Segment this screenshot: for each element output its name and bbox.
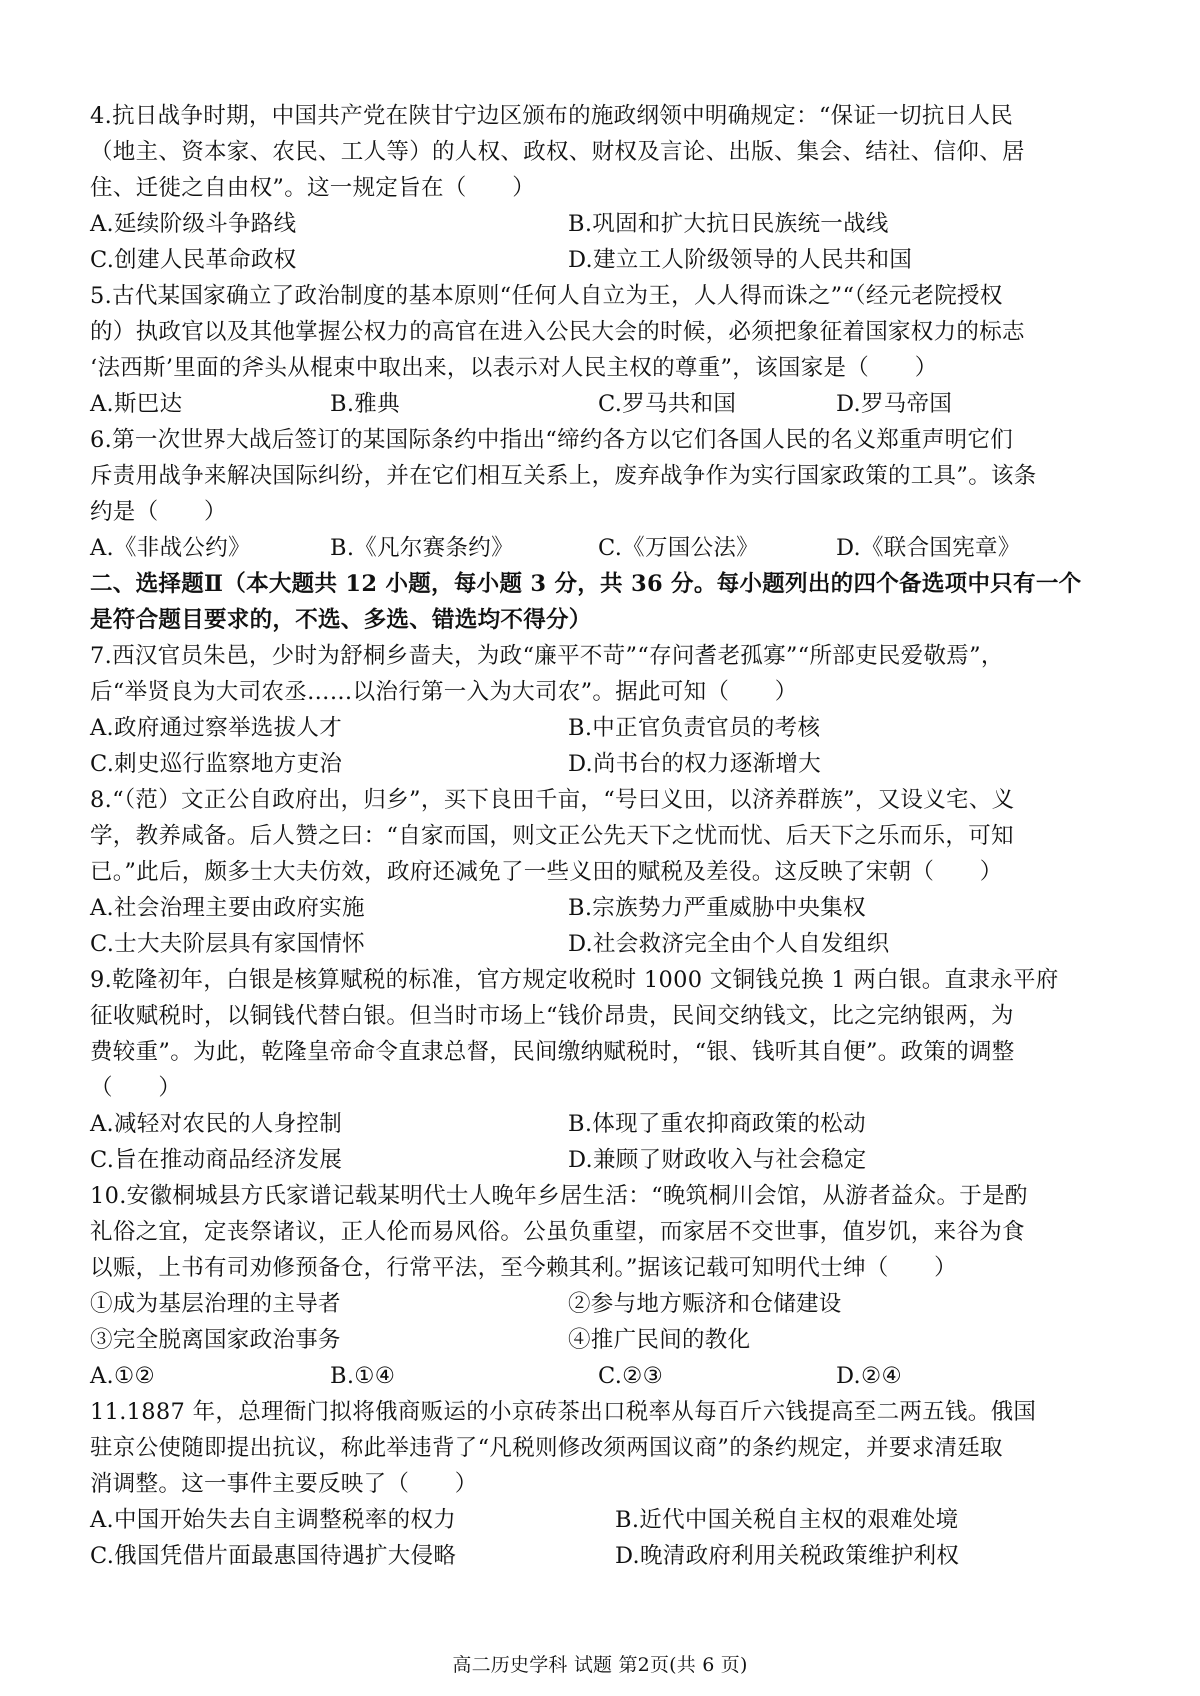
options-row [90, 1502, 1120, 1538]
question-line: 6.第一次世界大战后签订的某国际条约中指出“缔约各方以它们各国人民的名义郑重声明它们 [90, 427, 1014, 453]
statement-2: ②参与地方赈济和仓储建设 [568, 1291, 842, 1317]
option-a: A.①② [90, 1363, 155, 1389]
question-7 [90, 638, 1120, 782]
options-row [90, 890, 1120, 926]
options-row [90, 746, 1120, 782]
question-5 [90, 278, 1120, 422]
question-line: 已。”此后，颇多士大夫仿效，政府还减免了一些义田的赋税及差役。这反映了宋朝（ ） [90, 859, 1003, 885]
option-c: C.②③ [598, 1363, 664, 1389]
question-line: 约是（ ） [90, 499, 227, 525]
option-d: D.兼顾了财政收入与社会稳定 [568, 1147, 867, 1173]
option-b: B.《凡尔赛条约》 [330, 535, 514, 561]
option-d: D.罗马帝国 [836, 391, 953, 417]
options-row [90, 530, 1120, 566]
options-row [90, 242, 1120, 278]
option-a: A.政府通过察举选拔人才 [90, 715, 343, 741]
options-row [90, 1142, 1120, 1178]
question-line: 消调整。这一事件主要反映了（ ） [90, 1471, 478, 1497]
option-d: D.②④ [836, 1363, 902, 1389]
question-line: 以赈，上书有司劝修预备仓，行常平法，至今赖其利。”据该记载可知明代士绅（ ） [90, 1255, 957, 1281]
question-line: （ ） [90, 1075, 182, 1101]
question-line: 征收赋税时，以铜钱代替白银。但当时市场上“钱价昂贵，民间交纳钱文，比之完纳银两，为 [90, 1003, 1014, 1029]
options-row [90, 206, 1120, 242]
statements-row [90, 1322, 1120, 1358]
option-b: B.①④ [330, 1363, 396, 1389]
question-line: 的）执政官以及其他掌握公权力的高官在进入公民大会的时候，必须把象征着国家权力的标志 [90, 319, 1025, 345]
question-line: 11.1887 年，总理衙门拟将俄商贩运的小京砖茶出口税率从每百斤六钱提高至二两五钱。俄国 [90, 1399, 1037, 1425]
question-line: 费较重”。为此，乾隆皇帝命令直隶总督，民间缴纳赋税时，“银、钱听其自便”。政策的调整 [90, 1039, 1015, 1065]
question-6 [90, 422, 1120, 566]
option-a: A.斯巴达 [90, 391, 183, 417]
question-line: 礼俗之宜，定丧祭诸议，正人伦而易风俗。公虽负重望，而家居不交世事，值岁饥，来谷为食 [90, 1219, 1025, 1245]
question-line: 4.抗日战争时期，中国共产党在陕甘宁边区颁布的施政纲领中明确规定：“保证一切抗日人民 [90, 103, 1014, 129]
page-footer: 高二历史学科 试题 第2页(共 6 页) [452, 1654, 748, 1676]
question-8 [90, 782, 1120, 962]
option-a: A.《非战公约》 [90, 535, 251, 561]
option-c: C.刺史巡行监察地方吏治 [90, 751, 343, 777]
question-10 [90, 1178, 1120, 1394]
options-row [90, 1106, 1120, 1142]
options-row [90, 1358, 1120, 1394]
question-line: 7.西汉官员朱邑，少时为舒桐乡啬夫，为政“廉平不苛”“存问耆老孤寡”“所部吏民爱敬焉”， [90, 643, 1004, 669]
option-b: B.体现了重农抑商政策的松动 [568, 1111, 866, 1137]
statements-row [90, 1286, 1120, 1322]
options-row [90, 926, 1120, 962]
option-a: A.中国开始失去自主调整税率的权力 [90, 1507, 457, 1533]
option-c: C.罗马共和国 [598, 391, 737, 417]
option-c: C.士大夫阶层具有家国情怀 [90, 931, 365, 957]
option-b: B.近代中国关税自主权的艰难处境 [615, 1507, 959, 1533]
question-line: ‘法西斯’里面的斧头从棍束中取出来，以表示对人民主权的尊重”，该国家是（ ） [90, 355, 938, 381]
question-line: 10.安徽桐城县方氏家谱记载某明代士人晚年乡居生活：“晚筑桐川会馆，从游者益众。于是酌 [90, 1183, 1028, 1209]
option-c: C.《万国公法》 [598, 535, 759, 561]
option-b: B.中正官负责官员的考核 [568, 715, 821, 741]
question-line: （地主、资本家、农民、工人等）的人权、政权、财权及言论、出版、集会、结社、信仰、居 [90, 139, 1025, 165]
exam-page [90, 98, 1120, 1574]
section-2-heading [90, 566, 1120, 638]
option-d: D.《联合国宪章》 [836, 535, 1021, 561]
question-4 [90, 98, 1120, 278]
options-row [90, 1538, 1120, 1574]
option-a: A.延续阶级斗争路线 [90, 211, 297, 237]
option-d: D.尚书台的权力逐渐增大 [568, 751, 821, 777]
option-b: B.雅典 [330, 391, 400, 417]
question-line: 学，教养咸备。后人赞之曰：“自家而国，则文正公先天下之忧而忧、后天下之乐而乐，可知 [90, 823, 1014, 849]
statement-1: ①成为基层治理的主导者 [90, 1291, 341, 1317]
option-d: D.晚清政府利用关税政策维护利权 [615, 1543, 960, 1569]
option-d: D.社会救济完全由个人自发组织 [568, 931, 890, 957]
options-row [90, 710, 1120, 746]
option-b: B.宗族势力严重威胁中央集权 [568, 895, 866, 921]
section-heading-line: 二、选择题Ⅱ（本大题共 12 小题，每小题 3 分，共 36 分。每小题列出的四个备选项中只有一个 [90, 571, 1082, 597]
option-c: C.俄国凭借片面最惠国待遇扩大侵略 [90, 1543, 457, 1569]
statement-4: ④推广民间的教化 [568, 1327, 751, 1353]
option-a: A.减轻对农民的人身控制 [90, 1111, 343, 1137]
options-row [90, 386, 1120, 422]
question-line: 后“举贤良为大司农丞……以治行第一入为大司农”。据此可知（ ） [90, 679, 798, 705]
section-heading-line: 是符合题目要求的，不选、多选、错选均不得分） [90, 607, 592, 633]
option-d: D.建立工人阶级领导的人民共和国 [568, 247, 913, 273]
option-c: C.创建人民革命政权 [90, 247, 297, 273]
question-line: 驻京公使随即提出抗议，称此举违背了“凡税则修改须两国议商”的条约规定，并要求清廷取 [90, 1435, 1003, 1461]
question-line: 9.乾隆初年，白银是核算赋税的标准，官方规定收税时 1000 文铜钱兑换 1 两白银。直隶永平府 [90, 967, 1059, 993]
option-b: B.巩固和扩大抗日民族统一战线 [568, 211, 889, 237]
question-11 [90, 1394, 1120, 1574]
question-line: 斥责用战争来解决国际纠纷，并在它们相互关系上，废弃战争作为实行国家政策的工具”。该条 [90, 463, 1037, 489]
statement-3: ③完全脱离国家政治事务 [90, 1327, 341, 1353]
question-line: 住、迁徙之自由权”。这一规定旨在（ ） [90, 175, 536, 201]
question-line: 8.“（范）文正公自政府出，归乡”，买下良田千亩，“号曰义田，以济养群族”，又设义宅、义 [90, 787, 1015, 813]
question-line: 5.古代某国家确立了政治制度的基本原则“任何人自立为王，人人得而诛之”“（经元老院授权 [90, 283, 1003, 309]
question-9 [90, 962, 1120, 1178]
option-c: C.旨在推动商品经济发展 [90, 1147, 343, 1173]
option-a: A.社会治理主要由政府实施 [90, 895, 365, 921]
